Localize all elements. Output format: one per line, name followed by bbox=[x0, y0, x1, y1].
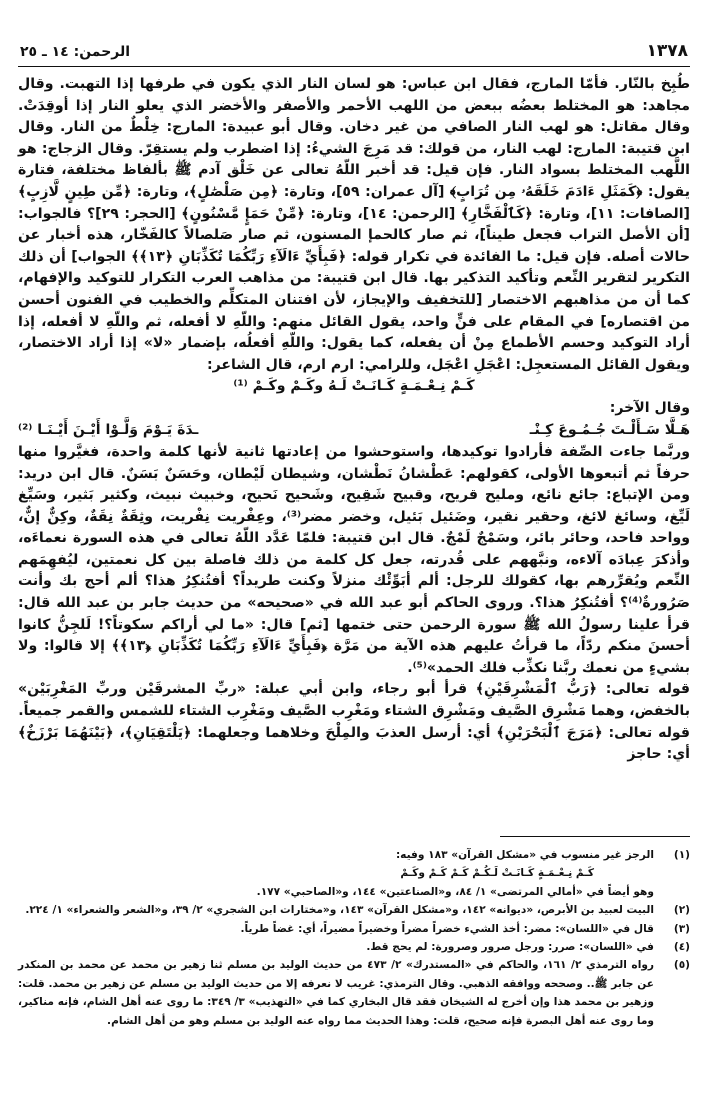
footnote-text: رواه الترمذي ٢/ ١٦١، والحاكم في «المستدرك» ٢/ ٤٧٣ من حديث الوليد بن مسلم ثنا زهير بن محمد عن محمد بن المنكدر عن جابر ﷺ.. وصححه ووافقه الذهبي. وقال الترمذي: غريب لا نعرفه إلا من حديث الوليد بن مسلم عن زهير بن محمد. قلت: وزهير بن محمد هذا وإن أخرج له الشيخان فقد قال البخاري كما في «التهذيب» ٣/ ٣٤٩: ما روى عنه أهل الشام، فإنه مناكير، وما روى عنه أهل البصرة فإنه صحيح، قلت: وهذا الحديث مما رواه عنه الوليد بن مسلم وهو من أهل الشام. bbox=[18, 959, 655, 1027]
footnote bbox=[18, 920, 690, 938]
page-number: ١٣٧٨ bbox=[646, 41, 688, 61]
footnote-number bbox=[662, 883, 690, 901]
footnote-text: في «اللسان»: صرر: ورجل صرور وصرورة: لم يحج قط. bbox=[366, 941, 654, 954]
footnote-continuation bbox=[18, 883, 690, 901]
verse-second-hemistich: ـدَةَ يَـوْمَ وَلَّـوْا أَيْـنَ أَيْـنَـا ⁽²⁾ bbox=[18, 421, 199, 438]
main-text bbox=[18, 74, 690, 766]
footnote bbox=[18, 846, 690, 864]
poem-verse: كَـمْ نِـعْـمَـةٍ كَـانَـتْ لَـهُ وكَـمْ وكَـمْ ⁽¹⁾ bbox=[233, 378, 475, 395]
poem-verse bbox=[18, 420, 690, 442]
footnote-divider bbox=[500, 836, 690, 837]
paragraph: طُبِخ بالنّار. فأمّا المارج، فقال ابن عباس: هو لسان النار الذي يكون في طرفها إذا التهبت. وقال مجاهد: هو المختلط بعضُه ببعض من اللهب الأحمر والأصفر والأخضر الذي يعلو النار إذا أوقِدَتْ. وقال مقاتل: هو لهب النار الصافي من غير دخان. وقال أبو عبيدة: المارج: خِلْطٌ من النار. وقال ابن قتيبة: المارج: لهب النار، من قولك: قد مَرِجَ الشيءُ: إذا اضطرب ولم يستقِرّ. وقال الزجاج: هو اللَّهب المختلط بسواد النار. فإن قيل: قد أخبر اللّهُ تعالى عن خَلْق آدم ﷺ بألفاظ مختلفة، فتارة يقول: ﴿كَمَثَلِ ءَادَمَ خَلَقَهُۥ مِن تُرَابٍ﴾ [آل عمران: ٥٩]، وتارة: ﴿مِن صَلْصَٰلٍ﴾، وتارة: ﴿مِّن طِينٍ لَّازِبٍ﴾ [الصافات: ١١]، وتارة: ﴿كَٱلْفَخَّارِ﴾ [الرحمن: ١٤]، وتارة: ﴿مِّنْ حَمَإٍ مَّسْنُونٍ﴾ [الحجر: ٢٩]؟ فالجواب: [أن الأصل التراب فجعل طيناً]، ثم صار كالحمإ المسنون، ثم صار صَلصالاً كالفَخّار، هذه أخبار عن حالات أصله. فإن قيل: ما الفائدة في تكرار قوله: ﴿فَبِأَيِّ ءَالَآءِ رَبِّكُمَا تُكَذِّبَانِ ﴿١٣﴾﴾ الجواب] أن ذلك التكرير لتقرير النِّعم وتأكيد التذكير بها. قال ابن قتيبة: من مذاهب العرب التكرار للتوكيد والإفهام، كما أن من مذاهبهم الاختصار [للتخفيف والإيجاز، لأن افتنان المتكلِّم والخطيب في الفنون أحسن من اقتصاره] في المقام على فنٍّ واحد، يقول القائل منهم: واللّهِ لا أفعله، ثم واللّهِ لا أفعله، إذا أراد التوكيد وحسم الأطماع مِنْ أن يفعله، كما يقول: واللّهِ أفعلُه، بإضمار «لا» إذا أراد الاختصار، ويقول القائل المستعجِل: اعْجَلِ اعْجَل، وللرامي: ارم ارم، قال الشاعر: bbox=[18, 76, 690, 373]
footnote bbox=[18, 938, 690, 956]
page-header bbox=[18, 40, 690, 67]
footnote-verse bbox=[18, 864, 690, 882]
footnote bbox=[18, 956, 690, 1030]
footnote-number: (٣) bbox=[673, 922, 690, 935]
footnote-text: وهو أيضاً في «أمالي المرتضى» ١/ ٨٤، و«الصناعتين» ١٤٤، و«الصاحبي» ١٧٧. bbox=[256, 885, 654, 898]
footnote-number: (٥) bbox=[673, 959, 690, 972]
paragraph: قوله تعالى: ﴿رَبُّ ٱلْمَشْرِقَيْنِ﴾ قرأ أبو رجاء، وابن أبي عبلة: «ربِّ المشرقَيْن وربِّ المَغْرِبَيْن» بالخفض، وهما مَشْرِق الصَّيف ومَشْرِق الشتاء ومَغْرِب الصَّيف ومَغْرِب الشتاء للشمس والقمر جميعاً. bbox=[18, 681, 690, 720]
footnote bbox=[18, 901, 690, 919]
footnote-number: (٤) bbox=[673, 941, 690, 954]
footnotes bbox=[18, 846, 690, 1030]
footnote-number: (١) bbox=[673, 849, 690, 861]
verse-first-hemistich: هَـلَّا سَـأَلْـتَ جُـمُـوعَ كِـنْـ bbox=[529, 421, 690, 438]
poem-intro: وقال الآخر: bbox=[609, 400, 690, 417]
footnote-text: الرجز غير منسوب في «مشكل القرآن» ١٨٣ وفيه: bbox=[395, 849, 654, 861]
footnote-text: كَـمْ نِـعْـمَـةٍ كَـانَـتْ لَـكُـمْ كَـمْ كَـمْ وكَـمْ bbox=[400, 867, 594, 880]
running-head: الرحمن: ١٤ ـ ٢٥ bbox=[20, 44, 131, 60]
footnote-number: (٢) bbox=[673, 904, 690, 917]
footnote-number bbox=[662, 864, 690, 882]
footnote-text: قال في «اللسان»: مضر: أخذ الشيء خضراً مضراً وخضيراً مضيراً، أي: غضاً طرياً. bbox=[240, 922, 654, 935]
footnote-text: البيت لعبيد بن الأبرص، «ديوانه» ١٤٢، و«مشكل القرآن» ١٤٣، و«مختارات ابن الشجري» ٢/ ٣٩، و«الشعر والشعراء» ١/ ٢٢٤. bbox=[25, 904, 654, 917]
paragraph: وربَّما جاءت الصِّفة فأرادوا توكيدها، واستوحشوا من إعادتها ثانية لأنها كلمة واحدة، فغيَّروا منها حرفاً ثم أتبعوها الأولى، كقولهم: عَطْشانُ نَطْشان، وشيطان لَيْطان، وحَسَنٌ بَسَنٌ. قال ابن دريد: ومن الإتباع: جائع نائع، ومليح قريح، وقبيح شَقِيح، وشَحيح نَحيح، وخبيث نبيث، وكثير بَثير، وسَيِّغ لَيِّغ، وسائغ لائغ، وحقير نقير، وضَئيل بَئيل، وخضر مضر⁽³⁾، وعِفْريت نِفْريت، وثِقَةٌ نِقَةٌ، وكِنٌّ إنٌّ، وواحد فاحد، وحائر بائر، وسَمْجٌ لَمْجٌ. قال ابن قتيبة: فلمّا عَدَّد اللّهُ تعالى في هذه السورة نعماءَه، وأذكرَ عِبادَه آلاءه، ونبَّههم على قُدرته، جعل كل كلمة من ذلك فاصلة بين كل نعمتين، ليُفهِمَهم النِّعم ويُقرِّرهم بها، كقولك للرجل: ألم أبَوِّئْك منزلاً وكنت طريداً؟ أفتُنكِرُ هذا؟ ألم أحج بك وأنت صَرُورةٌ⁽⁴⁾؟ أفتُنكِرُ هذا؟. وروى الحاكم أبو عبد الله في «صحيحه» من حديث جابر بن عبد الله قال: قرأ علينا رسولُ الله ﷺ سورة الرحمن حتى ختمها [ثم] قال: «ما لي أراكم سكوتاً؟! لَلجِنُّ كانوا أحسنَ منكم ردّاً، ما قرأتُ عليهم هذه الآية من مَرَّة ﴿فَبِأَيِّ ءَالَآءِ رَبِّكُمَا تُكَذِّبَانِ ﴿١٣﴾﴾ إلا قالوا: ولا بشيءٍ من نعمك ربَّنا نكذِّب فلك الحمد»⁽⁵⁾. bbox=[18, 443, 690, 676]
paragraph: قوله تعالى: ﴿مَرَجَ ٱلْبَحْرَيْنِ﴾ أي: أرسل العذبَ والمِلْحَ وخلاهما وجعلهما: ﴿يَلْتَقِيَانِ﴾، ﴿بَيْنَهُمَا بَرْزَخٌ﴾ أي: حاجز bbox=[18, 724, 690, 763]
